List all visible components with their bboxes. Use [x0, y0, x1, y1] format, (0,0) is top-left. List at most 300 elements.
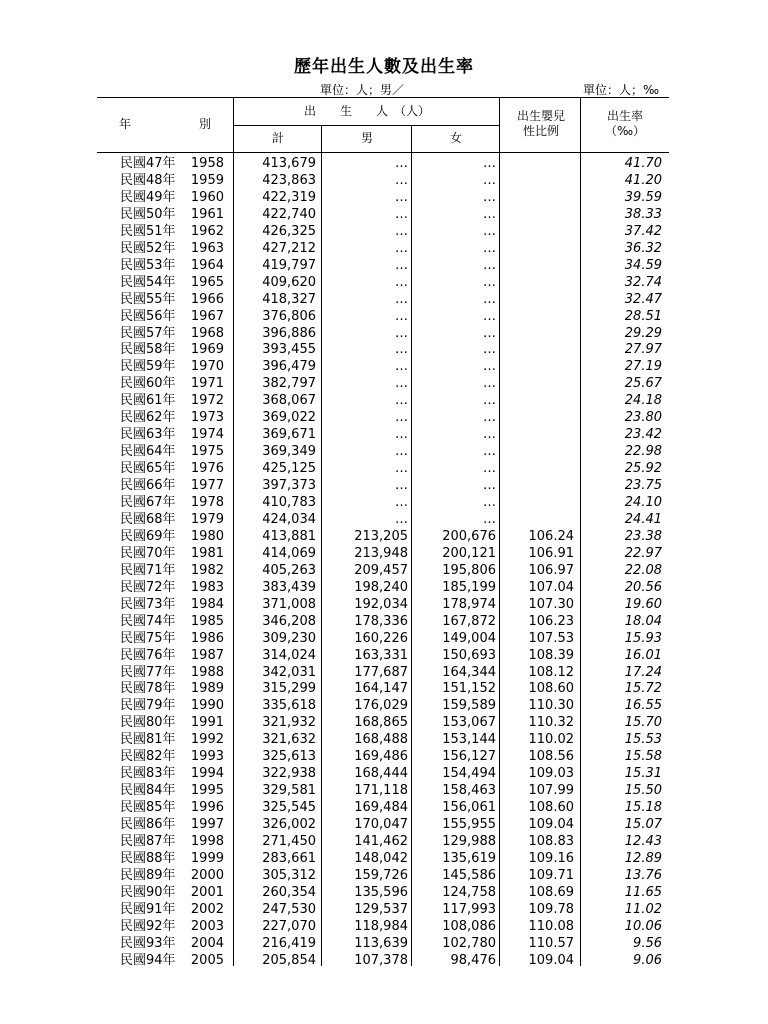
row-year: 1977: [190, 478, 224, 494]
row-male: 171,118: [354, 783, 408, 799]
row-era: 民國78年: [120, 681, 176, 697]
row-year: 1971: [190, 376, 224, 392]
row-year: 1991: [190, 715, 224, 731]
table-row: [0, 240, 768, 257]
row-year: 1975: [190, 444, 224, 460]
row-male: 159,726: [354, 867, 408, 883]
row-sex-ratio: 110.32: [528, 715, 574, 731]
row-female: 154,494: [442, 766, 496, 782]
row-female: …: [483, 444, 496, 460]
row-sex-ratio: 109.78: [528, 901, 574, 917]
row-era: 民國65年: [120, 461, 176, 477]
row-year: 1969: [190, 342, 224, 358]
row-year: 2003: [190, 918, 224, 934]
row-year: 1999: [190, 850, 224, 866]
row-female: 108,086: [442, 918, 496, 934]
row-male: …: [395, 291, 408, 307]
table-row: [0, 325, 768, 342]
row-female: 200,676: [442, 528, 496, 544]
row-female: …: [483, 257, 496, 273]
row-female: …: [483, 393, 496, 409]
row-total: 382,797: [262, 376, 316, 392]
table-row: [0, 952, 768, 969]
row-female: 150,693: [442, 647, 496, 663]
row-total: 422,740: [262, 206, 316, 222]
row-total: 425,125: [262, 461, 316, 477]
row-sex-ratio: 110.02: [528, 732, 574, 748]
row-era: 民國75年: [120, 630, 176, 646]
table-row: [0, 697, 768, 714]
row-birth-rate: 15.72: [624, 681, 662, 697]
row-male: …: [395, 376, 408, 392]
row-era: 民國79年: [120, 698, 176, 714]
row-birth-rate: 23.75: [624, 478, 662, 494]
row-male: 169,484: [354, 800, 408, 816]
row-era: 民國93年: [120, 935, 176, 951]
row-sex-ratio: 106.23: [528, 613, 574, 629]
row-total: 414,069: [262, 545, 316, 561]
unit-note-left: 單位：人；男／: [320, 83, 405, 97]
row-era: 民國51年: [120, 223, 176, 239]
table-row: [0, 884, 768, 901]
row-female: …: [483, 427, 496, 443]
row-year: 1978: [190, 495, 224, 510]
row-year: 2001: [190, 884, 224, 900]
row-sex-ratio: 107.99: [528, 783, 574, 799]
row-male: …: [395, 342, 408, 358]
row-male: 178,336: [354, 613, 408, 629]
table-row: [0, 630, 768, 647]
row-year: 1961: [190, 206, 224, 222]
row-year: 1982: [190, 562, 224, 578]
table-row: [0, 748, 768, 765]
row-birth-rate: 22.98: [624, 444, 662, 460]
row-female: …: [483, 291, 496, 307]
row-birth-rate: 41.70: [624, 156, 662, 171]
row-total: 205,854: [262, 952, 316, 968]
row-female: 156,061: [442, 800, 496, 816]
row-year: 1970: [190, 359, 224, 375]
row-male: 192,034: [354, 596, 408, 612]
table-row: [0, 426, 768, 443]
row-male: …: [395, 511, 408, 527]
row-birth-rate: 17.24: [624, 664, 662, 680]
row-female: …: [483, 461, 496, 477]
row-birth-rate: 12.43: [624, 834, 662, 849]
header-male: 男: [360, 131, 373, 145]
row-era: 民國64年: [120, 444, 176, 460]
row-total: 376,806: [262, 308, 316, 324]
row-total: 369,349: [262, 444, 316, 460]
row-birth-rate: 15.50: [624, 783, 662, 799]
row-year: 2002: [190, 901, 224, 917]
row-sex-ratio: 107.53: [528, 630, 574, 646]
row-female: 178,974: [442, 596, 496, 612]
row-year: 1958: [190, 156, 224, 171]
row-female: …: [483, 189, 496, 205]
row-total: 413,881: [262, 528, 316, 544]
row-sex-ratio: 107.04: [528, 579, 574, 595]
table-row: [0, 443, 768, 460]
row-era: 民國61年: [120, 393, 176, 409]
row-female: 158,463: [442, 783, 496, 799]
row-era: 民國73年: [120, 596, 176, 612]
row-year: 1983: [190, 579, 224, 595]
row-birth-rate: 15.53: [624, 732, 662, 748]
row-total: 309,230: [262, 630, 316, 646]
row-era: 民國89年: [120, 867, 176, 883]
row-female: …: [483, 495, 496, 510]
row-birth-rate: 9.56: [633, 935, 662, 951]
row-female: 98,476: [450, 952, 496, 968]
row-year: 1960: [190, 189, 224, 205]
row-year: 1998: [190, 834, 224, 849]
row-total: 423,863: [262, 172, 316, 188]
row-birth-rate: 24.41: [624, 511, 662, 527]
row-era: 民國66年: [120, 478, 176, 494]
row-era: 民國55年: [120, 291, 176, 307]
row-total: 427,212: [262, 240, 316, 256]
row-total: 271,450: [262, 834, 316, 849]
table-row: [0, 935, 768, 952]
row-female: 124,758: [442, 884, 496, 900]
row-total: 321,632: [262, 732, 316, 748]
row-year: 1965: [190, 274, 224, 290]
row-era: 民國85年: [120, 800, 176, 816]
table-row: [0, 223, 768, 240]
row-male: 129,537: [354, 901, 408, 917]
row-total: 424,034: [262, 511, 316, 527]
row-era: 民國82年: [120, 749, 176, 765]
row-birth-rate: 34.59: [624, 257, 662, 273]
row-male: …: [395, 240, 408, 256]
header-era: 年: [118, 117, 131, 131]
row-female: 102,780: [442, 935, 496, 951]
row-female: 164,344: [442, 664, 496, 680]
row-era: 民國56年: [120, 308, 176, 324]
row-total: 321,932: [262, 715, 316, 731]
row-era: 民國52年: [120, 240, 176, 256]
table-row: [0, 460, 768, 477]
row-female: 151,152: [442, 681, 496, 697]
row-female: …: [483, 342, 496, 358]
table-row: [0, 867, 768, 884]
row-male: …: [395, 274, 408, 290]
row-birth-rate: 39.59: [624, 189, 662, 205]
row-birth-rate: 29.29: [624, 325, 662, 341]
row-total: 396,886: [262, 325, 316, 341]
table-row: [0, 664, 768, 681]
row-male: …: [395, 223, 408, 239]
row-male: 163,331: [354, 647, 408, 663]
row-year: 1984: [190, 596, 224, 612]
table-row: [0, 918, 768, 935]
row-male: …: [395, 444, 408, 460]
row-male: 148,042: [354, 850, 408, 866]
row-female: …: [483, 511, 496, 527]
row-birth-rate: 32.74: [624, 274, 662, 290]
row-birth-rate: 22.97: [624, 545, 662, 561]
row-female: 167,872: [442, 613, 496, 629]
row-sex-ratio: 110.57: [528, 935, 574, 951]
row-total: 422,319: [262, 189, 316, 205]
row-birth-rate: 16.55: [624, 698, 662, 714]
table-row: [0, 680, 768, 697]
row-era: 民國76年: [120, 647, 176, 663]
row-total: 410,783: [262, 495, 316, 510]
row-era: 民國53年: [120, 257, 176, 273]
header-female: 女: [449, 131, 462, 145]
row-birth-rate: 11.02: [624, 901, 662, 917]
row-male: 170,047: [354, 817, 408, 833]
row-era: 民國92年: [120, 918, 176, 934]
row-year: 1966: [190, 291, 224, 307]
row-birth-rate: 23.42: [624, 427, 662, 443]
row-total: 405,263: [262, 562, 316, 578]
table-row: [0, 850, 768, 867]
row-male: …: [395, 461, 408, 477]
row-birth-rate: 23.38: [624, 528, 662, 544]
table-row: [0, 647, 768, 664]
row-male: …: [395, 189, 408, 205]
births-subheader-rule: [234, 125, 500, 126]
row-total: 409,620: [262, 274, 316, 290]
row-sex-ratio: 108.60: [528, 800, 574, 816]
row-year: 1992: [190, 732, 224, 748]
row-birth-rate: 12.89: [624, 850, 662, 866]
row-birth-rate: 27.19: [624, 359, 662, 375]
row-era: 民國54年: [120, 274, 176, 290]
row-male: 213,205: [354, 528, 408, 544]
row-male: …: [395, 156, 408, 171]
table-row: [0, 341, 768, 358]
table-row: [0, 765, 768, 782]
row-female: 153,144: [442, 732, 496, 748]
row-male: 213,948: [354, 545, 408, 561]
row-female: 159,589: [442, 698, 496, 714]
row-birth-rate: 18.04: [624, 613, 662, 629]
table-row: [0, 392, 768, 409]
row-era: 民國63年: [120, 427, 176, 443]
row-era: 民國48年: [120, 172, 176, 188]
row-male: …: [395, 410, 408, 426]
row-sex-ratio: 109.04: [528, 817, 574, 833]
row-birth-rate: 20.56: [624, 579, 662, 595]
table-top-rule: [97, 97, 669, 98]
row-birth-rate: 25.92: [624, 461, 662, 477]
row-sex-ratio: 108.39: [528, 647, 574, 663]
row-birth-rate: 15.18: [624, 800, 662, 816]
row-birth-rate: 27.97: [624, 342, 662, 358]
row-birth-rate: 16.01: [624, 647, 662, 663]
row-total: 396,479: [262, 359, 316, 375]
table-row: [0, 206, 768, 223]
row-total: 383,439: [262, 579, 316, 595]
row-male: 160,226: [354, 630, 408, 646]
table-row: [0, 545, 768, 562]
table-row: [0, 782, 768, 799]
table-row: [0, 409, 768, 426]
row-year: 2005: [190, 952, 224, 968]
row-birth-rate: 41.20: [624, 172, 662, 188]
row-birth-rate: 10.06: [624, 918, 662, 934]
row-year: 1972: [190, 393, 224, 409]
table-row: [0, 596, 768, 613]
row-era: 民國72年: [120, 579, 176, 595]
row-year: 1981: [190, 545, 224, 561]
row-era: 民國80年: [120, 715, 176, 731]
row-male: 107,378: [354, 952, 408, 968]
row-female: 135,619: [442, 850, 496, 866]
row-female: …: [483, 359, 496, 375]
row-female: …: [483, 274, 496, 290]
row-male: …: [395, 359, 408, 375]
row-year: 1980: [190, 528, 224, 544]
row-female: 129,988: [442, 834, 496, 849]
row-birth-rate: 19.60: [624, 596, 662, 612]
row-year: 1973: [190, 410, 224, 426]
row-female: …: [483, 206, 496, 222]
row-era: 民國87年: [120, 834, 176, 849]
row-female: 149,004: [442, 630, 496, 646]
row-female: …: [483, 376, 496, 392]
row-year: 1993: [190, 749, 224, 765]
table-row: [0, 308, 768, 325]
header-year: 別: [198, 117, 211, 131]
row-year: 1967: [190, 308, 224, 324]
row-sex-ratio: 106.24: [528, 528, 574, 544]
row-total: 335,618: [262, 698, 316, 714]
row-male: …: [395, 257, 408, 273]
header-birth-rate: 出生率（‰）: [604, 109, 646, 138]
row-era: 民國86年: [120, 817, 176, 833]
row-era: 民國59年: [120, 359, 176, 375]
row-total: 418,327: [262, 291, 316, 307]
row-total: 216,419: [262, 935, 316, 951]
row-sex-ratio: 108.83: [528, 834, 574, 849]
row-year: 1985: [190, 613, 224, 629]
table-row: [0, 613, 768, 630]
row-male: …: [395, 495, 408, 510]
row-sex-ratio: 108.60: [528, 681, 574, 697]
row-year: 1986: [190, 630, 224, 646]
row-birth-rate: 13.76: [624, 867, 662, 883]
row-total: 368,067: [262, 393, 316, 409]
row-birth-rate: 37.42: [624, 223, 662, 239]
row-sex-ratio: 110.08: [528, 918, 574, 934]
row-year: 1995: [190, 783, 224, 799]
row-male: …: [395, 478, 408, 494]
row-era: 民國90年: [120, 884, 176, 900]
row-year: 1989: [190, 681, 224, 697]
row-year: 1964: [190, 257, 224, 273]
row-year: 2000: [190, 867, 224, 883]
row-male: 198,240: [354, 579, 408, 595]
row-sex-ratio: 109.16: [528, 850, 574, 866]
row-era: 民國88年: [120, 850, 176, 866]
row-year: 1997: [190, 817, 224, 833]
row-era: 民國62年: [120, 410, 176, 426]
row-birth-rate: 32.47: [624, 291, 662, 307]
row-total: 342,031: [262, 664, 316, 680]
row-male: 168,488: [354, 732, 408, 748]
row-male: 141,462: [354, 834, 408, 849]
row-female: …: [483, 156, 496, 171]
row-era: 民國77年: [120, 664, 176, 680]
row-female: …: [483, 410, 496, 426]
row-birth-rate: 15.93: [624, 630, 662, 646]
row-female: …: [483, 308, 496, 324]
row-era: 民國84年: [120, 783, 176, 799]
row-female: …: [483, 478, 496, 494]
row-total: 346,208: [262, 613, 316, 629]
table-row: [0, 562, 768, 579]
row-year: 1990: [190, 698, 224, 714]
row-total: 283,661: [262, 850, 316, 866]
row-male: 177,687: [354, 664, 408, 680]
header-bottom-rule: [97, 152, 669, 153]
table-row: [0, 511, 768, 528]
row-year: 1959: [190, 172, 224, 188]
row-era: 民國83年: [120, 766, 176, 782]
row-male: 168,444: [354, 766, 408, 782]
row-female: 200,121: [442, 545, 496, 561]
row-era: 民國50年: [120, 206, 176, 222]
table-row: [0, 731, 768, 748]
row-birth-rate: 15.70: [624, 715, 662, 731]
row-total: 371,008: [262, 596, 316, 612]
row-total: 227,070: [262, 918, 316, 934]
row-sex-ratio: 106.97: [528, 562, 574, 578]
row-total: 393,455: [262, 342, 316, 358]
row-male: …: [395, 325, 408, 341]
table-row: [0, 816, 768, 833]
row-era: 民國94年: [120, 952, 176, 968]
table-row: [0, 291, 768, 308]
header-births-group: 出 生 人 （人）: [303, 104, 430, 118]
row-year: 1962: [190, 223, 224, 239]
row-era: 民國68年: [120, 511, 176, 527]
row-male: …: [395, 427, 408, 443]
row-male: 209,457: [354, 562, 408, 578]
row-birth-rate: 9.06: [633, 952, 662, 968]
row-era: 民國74年: [120, 613, 176, 629]
row-era: 民國47年: [120, 156, 176, 171]
row-total: 325,545: [262, 800, 316, 816]
table-row: [0, 477, 768, 494]
row-sex-ratio: 108.69: [528, 884, 574, 900]
row-male: …: [395, 206, 408, 222]
row-era: 民國69年: [120, 528, 176, 544]
row-era: 民國70年: [120, 545, 176, 561]
row-total: 419,797: [262, 257, 316, 273]
row-sex-ratio: 110.30: [528, 698, 574, 714]
row-male: …: [395, 308, 408, 324]
row-male: 168,865: [354, 715, 408, 731]
header-total: 計: [271, 131, 284, 145]
table-row: [0, 494, 768, 511]
row-female: 145,586: [442, 867, 496, 883]
row-era: 民國58年: [120, 342, 176, 358]
table-row: [0, 274, 768, 291]
row-birth-rate: 38.33: [624, 206, 662, 222]
row-birth-rate: 22.08: [624, 562, 662, 578]
row-birth-rate: 25.67: [624, 376, 662, 392]
unit-note-right: 單位：人；‰: [583, 83, 660, 97]
row-total: 325,613: [262, 749, 316, 765]
row-total: 369,022: [262, 410, 316, 426]
row-total: 397,373: [262, 478, 316, 494]
